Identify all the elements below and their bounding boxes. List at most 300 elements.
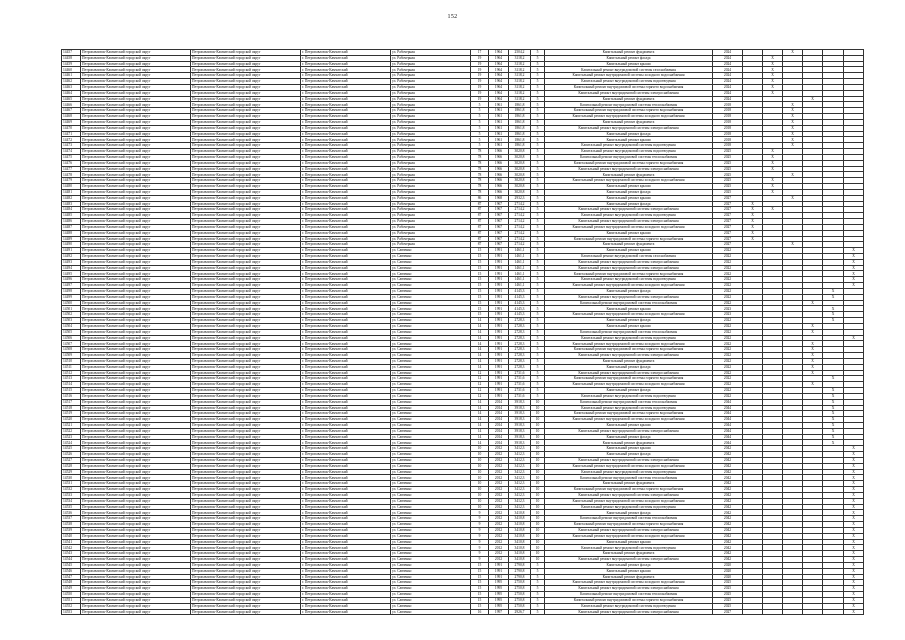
mark-cell: X: [783, 131, 803, 137]
city-cell: г. Петропавловск-Камчатский: [301, 434, 391, 440]
plan-year-cell: 2042: [713, 498, 743, 504]
house-cell: 10: [471, 446, 489, 452]
mark-cell: X: [844, 510, 864, 516]
street-cell: ул. Савченко: [391, 253, 471, 259]
plan-year-cell: 2025: [713, 603, 743, 609]
floors-cell: 5: [531, 184, 545, 190]
street-cell: ул. Савченко: [391, 475, 471, 481]
district-cell: Петропавловск-Камчатский городской округ: [81, 516, 191, 522]
mark-cell: X: [823, 405, 844, 411]
plan-year-cell: 2024: [713, 84, 743, 90]
plan-year-cell: 2022: [713, 318, 743, 324]
plan-year-cell: 2018: [713, 143, 743, 149]
district-cell: Петропавловск-Камчатский городской округ: [81, 382, 191, 388]
row-id: 14486: [62, 219, 81, 225]
plan-year-cell: 2027: [713, 201, 743, 207]
house-cell: 9: [471, 557, 489, 563]
floors-cell: 10: [531, 446, 545, 452]
street-cell: ул. Савченко: [391, 323, 471, 329]
row-id: 14509: [62, 353, 81, 359]
city-cell: г. Петропавловск-Камчатский: [301, 417, 391, 423]
city-cell: г. Петропавловск-Камчатский: [301, 440, 391, 446]
city-cell: г. Петропавловск-Камчатский: [301, 504, 391, 510]
year-cell: 1966: [489, 172, 509, 178]
house-cell: 5: [471, 108, 489, 114]
city-cell: г. Петропавловск-Камчатский: [301, 457, 391, 463]
plan-year-cell: 2022: [713, 265, 743, 271]
mark-cell: X: [844, 562, 864, 568]
work-cell: Капитальный ремонт внутридомовой системы теплоснабжения: [545, 475, 713, 481]
district-cell: Петропавловск-Камчатский городской округ: [81, 73, 191, 79]
area-cell: 1861,8: [509, 143, 531, 149]
plan-year-cell: 2022: [713, 248, 743, 254]
house-cell: 86: [471, 195, 489, 201]
house-cell: 14: [471, 428, 489, 434]
floors-cell: 5: [531, 61, 545, 67]
row-id: 14500: [62, 300, 81, 306]
district-cell: Петропавловск-Камчатский городской округ: [81, 545, 191, 551]
house-cell: 15: [471, 306, 489, 312]
street-cell: ул. Савченко: [391, 580, 471, 586]
mark-cell: X: [823, 393, 844, 399]
settlement-cell: Петропавловск-Камчатский городской округ: [191, 323, 301, 329]
year-cell: 1991: [489, 329, 509, 335]
year-cell: 1966: [489, 184, 509, 190]
settlement-cell: Петропавловск-Камчатский городской округ: [191, 172, 301, 178]
floors-cell: 5: [531, 300, 545, 306]
district-cell: Петропавловск-Камчатский городской округ: [81, 388, 191, 394]
street-cell: ул. Савченко: [391, 382, 471, 388]
year-cell: 1966: [489, 154, 509, 160]
year-cell: 1995: [489, 603, 509, 609]
city-cell: г. Петропавловск-Камчатский: [301, 79, 391, 85]
district-cell: Петропавловск-Камчатский городской округ: [81, 428, 191, 434]
street-cell: ул. Савченко: [391, 428, 471, 434]
plan-year-cell: 2042: [713, 446, 743, 452]
row-id: 14546: [62, 568, 81, 574]
area-cell: 3118,2: [509, 73, 531, 79]
row-id: 14487: [62, 224, 81, 230]
house-cell: 12: [471, 393, 489, 399]
row-id: 14466: [62, 102, 81, 108]
work-cell: Капитальный ремонт внутридомовой системы электроснабжения: [545, 207, 713, 213]
street-cell: ул. Савченко: [391, 335, 471, 341]
floors-cell: 5: [531, 125, 545, 131]
row-id: 14496: [62, 277, 81, 283]
district-cell: Петропавловск-Камчатский городской округ: [81, 353, 191, 359]
mark-cell: X: [844, 469, 864, 475]
plan-year-cell: 2022: [713, 358, 743, 364]
district-cell: Петропавловск-Камчатский городской округ: [81, 248, 191, 254]
year-cell: 2012: [489, 522, 509, 528]
settlement-cell: Петропавловск-Камчатский городской округ: [191, 178, 301, 184]
row-id: 14497: [62, 283, 81, 289]
year-cell: 2014: [489, 428, 509, 434]
settlement-cell: Петропавловск-Камчатский городской округ: [191, 288, 301, 294]
row-id: 14501: [62, 306, 81, 312]
plan-year-cell: 2024: [713, 67, 743, 73]
house-cell: 14: [471, 364, 489, 370]
area-cell: 3118,2: [509, 96, 531, 102]
plan-year-cell: 2027: [713, 609, 743, 615]
street-cell: ул. Савченко: [391, 364, 471, 370]
house-cell: 10: [471, 452, 489, 458]
house-cell: 87: [471, 224, 489, 230]
work-cell: Капитальный ремонт внутридомовой системы холодного водоснабжения: [545, 73, 713, 79]
city-cell: г. Петропавловск-Камчатский: [301, 498, 391, 504]
work-cell: Капитальный ремонт внутридомовой системы теплоснабжения: [545, 516, 713, 522]
year-cell: 1995: [489, 580, 509, 586]
plan-year-cell: 2020: [713, 562, 743, 568]
plan-year-cell: 2025: [713, 580, 743, 586]
plan-year-cell: 2025: [713, 189, 743, 195]
floors-cell: 5: [531, 160, 545, 166]
settlement-cell: Петропавловск-Камчатский городской округ: [191, 481, 301, 487]
house-cell: 9: [471, 527, 489, 533]
plan-year-cell: 2023: [713, 306, 743, 312]
settlement-cell: Петропавловск-Камчатский городской округ: [191, 597, 301, 603]
settlement-cell: Петропавловск-Камчатский городской округ: [191, 393, 301, 399]
mark-cell: [743, 609, 763, 615]
house-cell: 10: [471, 463, 489, 469]
house-cell: 19: [471, 55, 489, 61]
area-cell: 2926,7: [509, 609, 531, 615]
house-cell: 12: [471, 388, 489, 394]
year-cell: 2012: [489, 475, 509, 481]
area-cell: 2728,3: [509, 358, 531, 364]
mark-cell: [783, 609, 803, 615]
city-cell: г. Петропавловск-Камчатский: [301, 219, 391, 225]
street-cell: ул. Савченко: [391, 492, 471, 498]
year-cell: 1991: [489, 294, 509, 300]
plan-year-cell: 2022: [713, 347, 743, 353]
settlement-cell: Петропавловск-Камчатский городской округ: [191, 283, 301, 289]
floors-cell: 5: [531, 178, 545, 184]
floors-cell: 5: [531, 318, 545, 324]
floors-cell: 10: [531, 492, 545, 498]
plan-year-cell: 2044: [713, 405, 743, 411]
house-cell: 87: [471, 219, 489, 225]
house-cell: 15: [471, 300, 489, 306]
house-cell: 9: [471, 516, 489, 522]
district-cell: Петропавловск-Камчатский городской округ: [81, 213, 191, 219]
house-cell: 14: [471, 411, 489, 417]
district-cell: Петропавловск-Камчатский городской округ: [81, 79, 191, 85]
district-cell: Петропавловск-Камчатский городской округ: [81, 108, 191, 114]
street-cell: ул. Савченко: [391, 288, 471, 294]
floors-cell: 5: [531, 306, 545, 312]
house-cell: 19: [471, 67, 489, 73]
street-cell: ул. Рабочерная: [391, 79, 471, 85]
area-cell: 2932,3: [509, 195, 531, 201]
city-cell: г. Петропавловск-Камчатский: [301, 376, 391, 382]
floors-cell: 5: [531, 219, 545, 225]
row-id: 14475: [62, 154, 81, 160]
settlement-cell: Петропавловск-Камчатский городской округ: [191, 568, 301, 574]
area-cell: 3412,3: [509, 475, 531, 481]
city-cell: г. Петропавловск-Камчатский: [301, 73, 391, 79]
year-cell: 1995: [489, 592, 509, 598]
mark-cell: X: [844, 481, 864, 487]
settlement-cell: Петропавловск-Камчатский городской округ: [191, 79, 301, 85]
year-cell: 1991: [489, 393, 509, 399]
year-cell: 1967: [489, 236, 509, 242]
plan-year-cell: 2022: [713, 329, 743, 335]
mark-cell: X: [844, 498, 864, 504]
floors-cell: 5: [531, 149, 545, 155]
city-cell: г. Петропавловск-Камчатский: [301, 603, 391, 609]
street-cell: ул. Савченко: [391, 353, 471, 359]
work-cell: Капитальный ремонт внутридомовой системы водоотведения: [545, 149, 713, 155]
settlement-cell: Петропавловск-Камчатский городской округ: [191, 219, 301, 225]
plan-year-cell: 2022: [713, 259, 743, 265]
district-cell: Петропавловск-Камчатский городской округ: [81, 440, 191, 446]
year-cell: 1967: [489, 213, 509, 219]
street-cell: ул. Савченко: [391, 341, 471, 347]
year-cell: 1991: [489, 288, 509, 294]
area-cell: 3020,8: [509, 178, 531, 184]
house-cell: 78: [471, 172, 489, 178]
mark-cell: X: [803, 300, 823, 306]
floors-cell: 5: [531, 230, 545, 236]
row-id: 14526: [62, 452, 81, 458]
year-cell: 2014: [489, 423, 509, 429]
city-cell: г. Петропавловск-Камчатский: [301, 475, 391, 481]
city-cell: г. Петропавловск-Камчатский: [301, 492, 391, 498]
plan-year-cell: 2022: [713, 353, 743, 359]
mark-cell: X: [783, 108, 803, 114]
settlement-cell: Петропавловск-Камчатский городской округ: [191, 259, 301, 265]
plan-year-cell: 2042: [713, 527, 743, 533]
settlement-cell: Петропавловск-Камчатский городской округ: [191, 562, 301, 568]
year-cell: 1961: [489, 119, 509, 125]
work-cell: Капитальный ремонт фундамента: [545, 358, 713, 364]
work-cell: Капитальный ремонт внутридомовой системы холодного водоснабжения: [545, 498, 713, 504]
floors-cell: 5: [531, 55, 545, 61]
year-cell: 1991: [489, 323, 509, 329]
city-cell: г. Петропавловск-Камчатский: [301, 522, 391, 528]
plan-year-cell: 2022: [713, 283, 743, 289]
row-id: 14477: [62, 166, 81, 172]
work-cell: Капитальный ремонт внутридомовой системы холодного водоснабжения: [545, 178, 713, 184]
street-cell: ул. Савченко: [391, 259, 471, 265]
city-cell: г. Петропавловск-Камчатский: [301, 236, 391, 242]
settlement-cell: Петропавловск-Камчатский городской округ: [191, 504, 301, 510]
city-cell: г. Петропавловск-Камчатский: [301, 306, 391, 312]
work-cell: Капитальный ремонт фундамента: [545, 481, 713, 487]
district-cell: Петропавловск-Камчатский городской округ: [81, 347, 191, 353]
city-cell: г. Петропавловск-Камчатский: [301, 323, 391, 329]
area-cell: 1461,1: [509, 248, 531, 254]
year-cell: 2012: [489, 487, 509, 493]
city-cell: г. Петропавловск-Камчатский: [301, 580, 391, 586]
floors-cell: 5: [531, 376, 545, 382]
street-cell: ул. Савченко: [391, 312, 471, 318]
floors-cell: 5: [531, 364, 545, 370]
row-id: 14511: [62, 364, 81, 370]
settlement-cell: Петропавловск-Камчатский городской округ: [191, 364, 301, 370]
row-id: 14495: [62, 271, 81, 277]
house-cell: 87: [471, 201, 489, 207]
district-cell: Петропавловск-Камчатский городской округ: [81, 184, 191, 190]
floors-cell: 10: [531, 463, 545, 469]
row-id: 14460: [62, 67, 81, 73]
work-cell: Капитальный ремонт внутридомовой системы холодного водоснабжения: [545, 533, 713, 539]
city-cell: г. Петропавловск-Камчатский: [301, 166, 391, 172]
plan-year-cell: 2020: [713, 574, 743, 580]
settlement-cell: Петропавловск-Камчатский городской округ: [191, 533, 301, 539]
settlement-cell: Петропавловск-Камчатский городской округ: [191, 230, 301, 236]
work-cell: Капитальный ремонт внутридомовой системы электроснабжения: [545, 492, 713, 498]
floors-cell: 10: [531, 399, 545, 405]
area-cell: 2728,3: [509, 329, 531, 335]
settlement-cell: Петропавловск-Камчатский городской округ: [191, 551, 301, 557]
district-cell: Петропавловск-Камчатский городской округ: [81, 300, 191, 306]
district-cell: Петропавловск-Камчатский городской округ: [81, 487, 191, 493]
area-cell: 1461,1: [509, 277, 531, 283]
city-cell: г. Петропавловск-Камчатский: [301, 527, 391, 533]
house-cell: 78: [471, 189, 489, 195]
row-id: 14481: [62, 189, 81, 195]
work-cell: Капитальный ремонт внутридомовой системы водоотведения: [545, 143, 713, 149]
area-cell: 3918,3: [509, 411, 531, 417]
area-cell: 2750,8: [509, 586, 531, 592]
city-cell: г. Петропавловск-Камчатский: [301, 516, 391, 522]
city-cell: г. Петропавловск-Камчатский: [301, 96, 391, 102]
work-cell: Капитальный ремонт крыши: [545, 306, 713, 312]
district-cell: Петропавловск-Камчатский городской округ: [81, 475, 191, 481]
row-id: 14465: [62, 96, 81, 102]
city-cell: г. Петропавловск-Камчатский: [301, 423, 391, 429]
area-cell: 3118,2: [509, 79, 531, 85]
floors-cell: 10: [531, 504, 545, 510]
mark-cell: X: [743, 207, 763, 213]
street-cell: ул. Савченко: [391, 411, 471, 417]
mark-cell: X: [743, 219, 763, 225]
city-cell: г. Петропавловск-Камчатский: [301, 271, 391, 277]
street-cell: ул. Савченко: [391, 504, 471, 510]
district-cell: Петропавловск-Камчатский городской округ: [81, 393, 191, 399]
work-cell: Капитальный ремонт внутридомовой системы горячего водоснабжения: [545, 108, 713, 114]
area-cell: 3410,8: [509, 533, 531, 539]
work-cell: Капитальный ремонт внутридомовой системы холодного водоснабжения: [545, 382, 713, 388]
plan-year-cell: 2018: [713, 119, 743, 125]
floors-cell: 10: [531, 487, 545, 493]
city-cell: г. Петропавловск-Камчатский: [301, 102, 391, 108]
settlement-cell: Петропавловск-Камчатский городской округ: [191, 189, 301, 195]
mark-cell: X: [763, 184, 783, 190]
house-cell: 15: [471, 294, 489, 300]
work-cell: Капитальный ремонт внутридомовой системы электроснабжения: [545, 527, 713, 533]
house-cell: 10: [471, 475, 489, 481]
row-id: 14523: [62, 434, 81, 440]
house-cell: 15: [471, 283, 489, 289]
area-cell: 2790,8: [509, 562, 531, 568]
area-cell: 2731,6: [509, 388, 531, 394]
floors-cell: 10: [531, 516, 545, 522]
district-cell: Петропавловск-Камчатский городской округ: [81, 224, 191, 230]
street-cell: ул. Рабочерная: [391, 195, 471, 201]
street-cell: ул. Савченко: [391, 370, 471, 376]
house-cell: 14: [471, 347, 489, 353]
mark-cell: X: [844, 586, 864, 592]
district-cell: Петропавловск-Камчатский городской округ: [81, 160, 191, 166]
city-cell: г. Петропавловск-Камчатский: [301, 388, 391, 394]
mark-cell: X: [763, 189, 783, 195]
area-cell: 3412,3: [509, 469, 531, 475]
district-cell: Петропавловск-Камчатский городской округ: [81, 125, 191, 131]
work-cell: Капитальный ремонт внутридомовой системы электроснабжения: [545, 586, 713, 592]
year-cell: 1991: [489, 382, 509, 388]
year-cell: 1961: [489, 131, 509, 137]
settlement-cell: Петропавловск-Камчатский городской округ: [191, 271, 301, 277]
district-cell: Петропавловск-Камчатский городской округ: [81, 230, 191, 236]
house-cell: 14: [471, 335, 489, 341]
house-cell: 14: [471, 341, 489, 347]
area-cell: 2728,3: [509, 341, 531, 347]
district-cell: Петропавловск-Камчатский городской округ: [81, 143, 191, 149]
mark-cell: X: [844, 533, 864, 539]
year-cell: 2012: [489, 533, 509, 539]
plan-year-cell: 2042: [713, 522, 743, 528]
row-id: 14513: [62, 376, 81, 382]
row-id: 14474: [62, 149, 81, 155]
house-cell: 14: [471, 434, 489, 440]
plan-year-cell: 2027: [713, 207, 743, 213]
year-cell: 1967: [489, 219, 509, 225]
row-id: 14505: [62, 329, 81, 335]
plan-year-cell: 2022: [713, 364, 743, 370]
floors-cell: 5: [531, 114, 545, 120]
city-cell: г. Петропавловск-Камчатский: [301, 364, 391, 370]
street-cell: ул. Рабочерная: [391, 131, 471, 137]
plan-year-cell: 2042: [713, 533, 743, 539]
row-id: 14549: [62, 586, 81, 592]
row-id: 14504: [62, 323, 81, 329]
city-cell: г. Петропавловск-Камчатский: [301, 265, 391, 271]
house-cell: 9: [471, 533, 489, 539]
work-cell: Капитальный ремонт внутридомовой системы электроснабжения: [545, 457, 713, 463]
house-cell: 15: [471, 271, 489, 277]
work-cell: Капитальный ремонт внутридомовой системы теплоснабжения: [545, 102, 713, 108]
row-id: 14553: [62, 609, 81, 615]
year-cell: 2012: [489, 539, 509, 545]
floors-cell: 10: [531, 428, 545, 434]
year-cell: 1967: [489, 230, 509, 236]
work-cell: Капитальный ремонт внутридомовой системы водоотведения: [545, 335, 713, 341]
city-cell: г. Петропавловск-Камчатский: [301, 592, 391, 598]
settlement-cell: Петропавловск-Камчатский городской округ: [191, 61, 301, 67]
district-cell: Петропавловск-Камчатский городской округ: [81, 55, 191, 61]
house-cell: 15: [471, 259, 489, 265]
floors-cell: 5: [531, 603, 545, 609]
year-cell: 2012: [489, 510, 509, 516]
street-cell: ул. Савченко: [391, 527, 471, 533]
city-cell: г. Петропавловск-Камчатский: [301, 341, 391, 347]
area-cell: 3410,8: [509, 516, 531, 522]
floors-cell: 5: [531, 597, 545, 603]
district-cell: Петропавловск-Камчатский городской округ: [81, 283, 191, 289]
settlement-cell: Петропавловск-Камчатский городской округ: [191, 184, 301, 190]
house-cell: 5: [471, 114, 489, 120]
district-cell: Петропавловск-Камчатский городской округ: [81, 370, 191, 376]
work-cell: Капитальный ремонт внутридомовой системы холодного водоснабжения: [545, 341, 713, 347]
district-cell: Петропавловск-Камчатский городской округ: [81, 271, 191, 277]
row-id: 14483: [62, 201, 81, 207]
street-cell: ул. Рабочерная: [391, 154, 471, 160]
area-cell: 3410,8: [509, 539, 531, 545]
settlement-cell: Петропавловск-Камчатский городской округ: [191, 405, 301, 411]
